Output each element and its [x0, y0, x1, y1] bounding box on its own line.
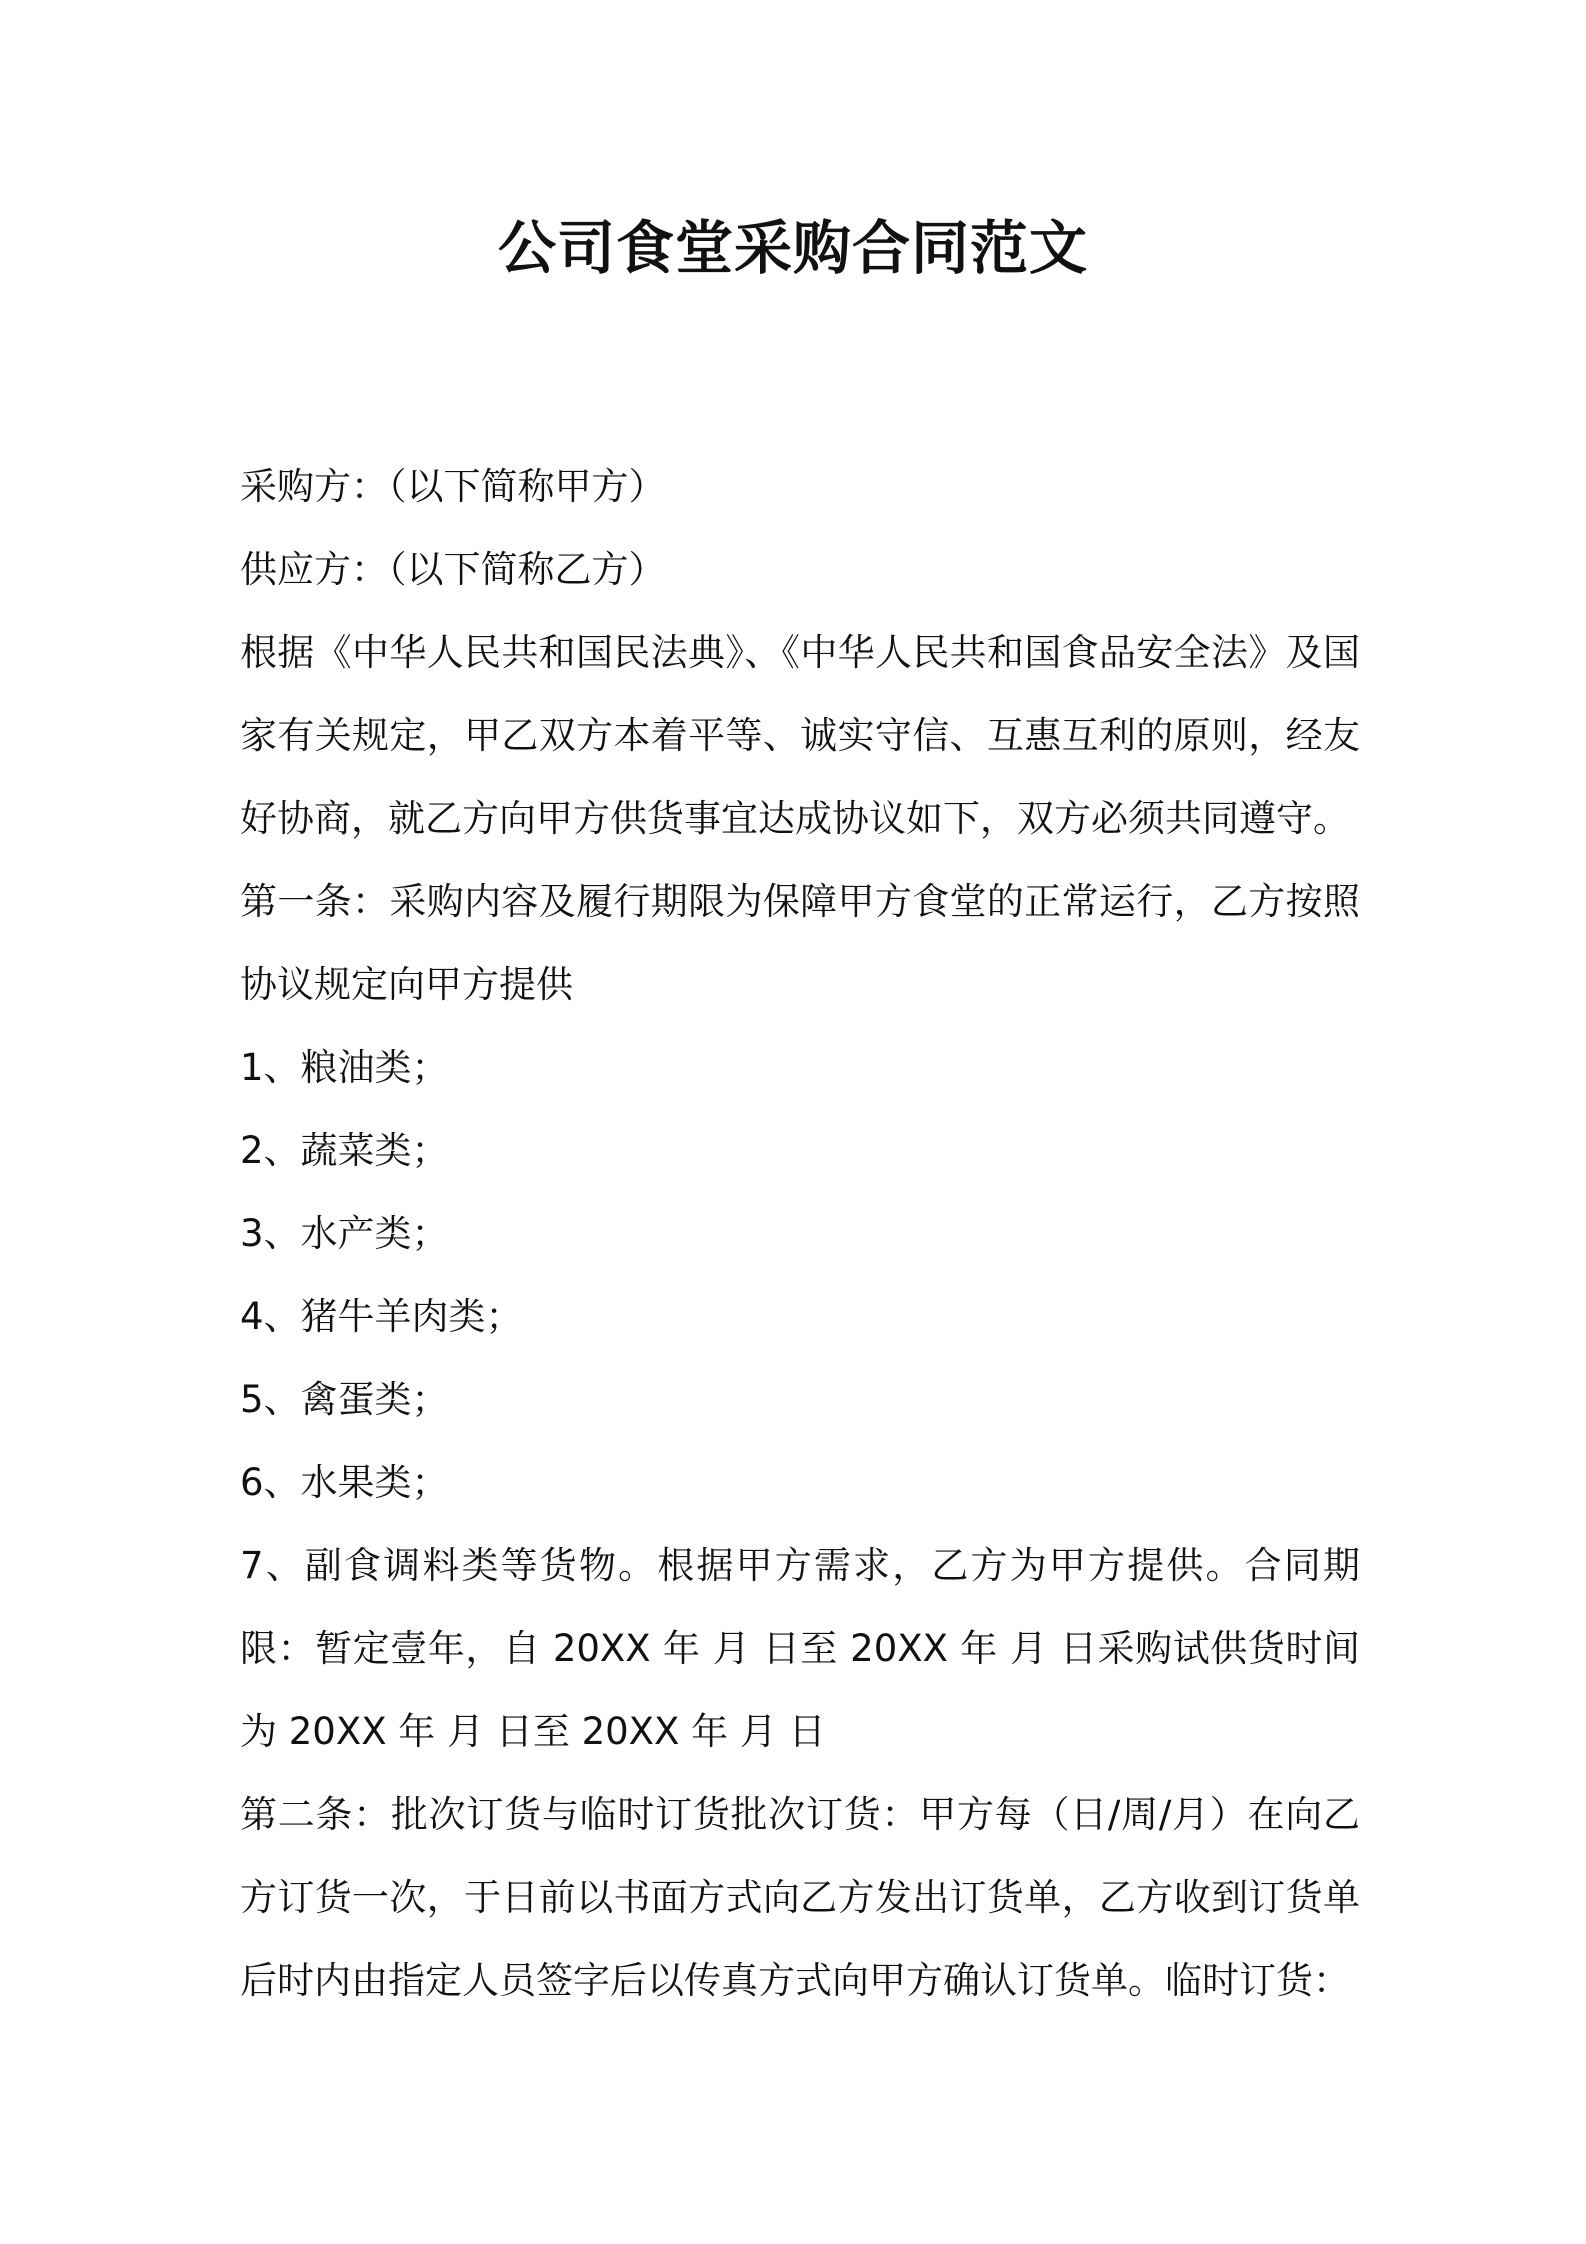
preamble-paragraph: 根据《中华人民共和国民法典》、《中华人民共和国食品安全法》及国家有关规定，甲乙双方本着平等、诚实守信、互惠互利的原则，经友好协商，就乙方向甲方供货事宜达成协议如下，双方必须共同遵守。	[240, 631, 1360, 840]
buyer-line: 采购方：（以下简称甲方）	[240, 465, 666, 508]
article-one-paragraph: 第一条：采购内容及履行期限为保障甲方食堂的正常运行，乙方按照协议规定向甲方提供	[240, 880, 1360, 1006]
article-two-paragraph: 第二条：批次订货与临时订货批次订货：甲方每（日/周/月）在向乙方订货一次，于日前以书面方式向乙方发出订货单，乙方收到订货单后时内由指定人员签字后以传真方式向甲方确认订货单。临时订货：	[240, 1793, 1360, 2002]
list-item-condiments-term: 7、副食调料类等货物。根据甲方需求，乙方为甲方提供。合同期限：暂定壹年，自 20XX 年 月 日至 20XX 年 月 日采购试供货时间为 20XX 年 月 日至 20XX 年 月 日	[240, 1544, 1360, 1753]
list-item-poultry-eggs: 5、禽蛋类；	[240, 1378, 449, 1421]
list-item-meat: 4、猪牛羊肉类；	[240, 1295, 523, 1338]
document-title: 公司食堂采购合同范文	[497, 214, 1088, 282]
list-item-fruit: 6、水果类；	[240, 1461, 449, 1504]
document-body	[240, 445, 1360, 2022]
supplier-line: 供应方：（以下简称乙方）	[240, 548, 666, 591]
list-item-vegetables: 2、蔬菜类；	[240, 1129, 449, 1172]
list-item-grain-oil: 1、粮油类；	[240, 1046, 449, 1089]
list-item-aquatic: 3、水产类；	[240, 1212, 449, 1255]
